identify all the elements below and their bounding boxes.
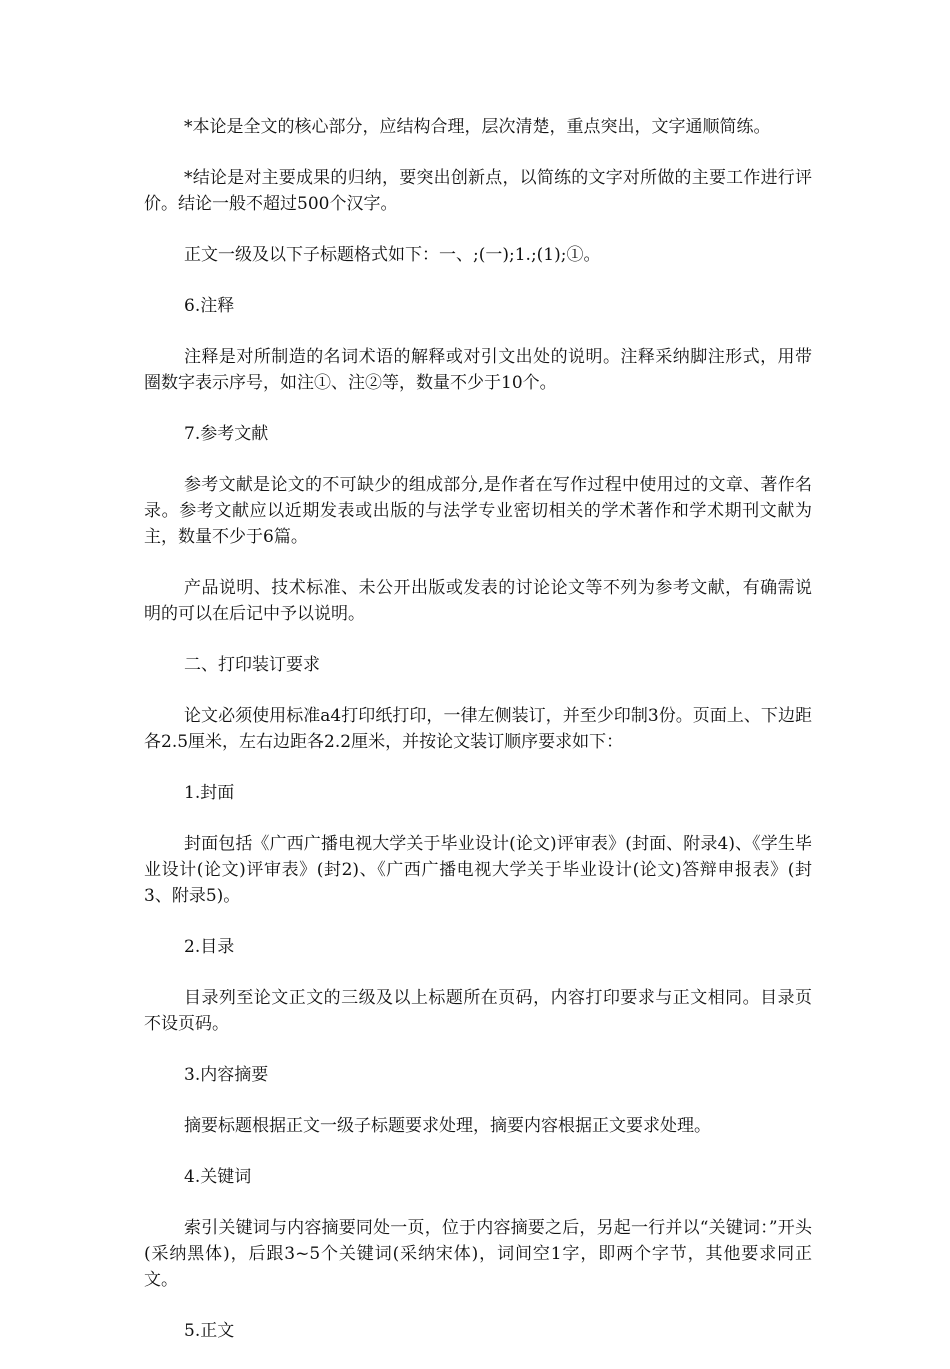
paragraph-notes: 注释是对所制造的名词术语的解释或对引文出处的说明。注释采纳脚注形式，用带圈数字表示序号，如注①、注②等，数量不少于10个。 (144, 347, 812, 393)
paragraph-toc: 目录列至论文正文的三级及以上标题所在页码，内容打印要求与正文相同。目录页不设页码。 (144, 988, 812, 1034)
paragraph-cover: 封面包括《广西广播电视大学关于毕业设计(论文)评审表》(封面、附录4)、《学生毕业设计(论文)评审表》(封2)、《广西广播电视大学关于毕业设计(论文)答辩申报表》(封3、附录5)。 (144, 834, 812, 906)
heading-main-text: 5.正文 (184, 1321, 235, 1341)
paragraph-conclusion: *结论是对主要成果的归纳，要突出创新点，以简练的文字对所做的主要工作进行评价。结论一般不超过500个汉字。 (144, 168, 812, 214)
paragraph-keywords: 索引关键词与内容摘要同处一页，位于内容摘要之后，另起一行并以“关键词：”开头(采纳黑体)，后跟3~5个关键词(采纳宋体)，词间空1字，即两个字节，其他要求同正文。 (144, 1218, 812, 1290)
heading-printing-binding: 二、打印装订要求 (184, 655, 320, 675)
paragraph-references: 参考文献是论文的不可缺少的组成部分,是作者在写作过程中使用过的文章、著作名录。参考文献应以近期发表或出版的与法学专业密切相关的学术著作和学术期刊文献为主，数量不少于6篇。 (144, 475, 812, 547)
heading-toc: 2.目录 (184, 937, 235, 957)
document-body (144, 114, 812, 1369)
heading-keywords: 4.关键词 (184, 1167, 252, 1187)
paragraph-main-body: *本论是全文的核心部分，应结构合理，层次清楚，重点突出，文字通顺简练。 (184, 117, 771, 137)
heading-cover: 1.封面 (184, 783, 235, 803)
paragraph-printing-binding: 论文必须使用标准a4打印纸打印，一律左侧装订，并至少印制3份。页面上、下边距各2.5厘米，左右边距各2.2厘米，并按论文装订顺序要求如下： (144, 706, 812, 752)
heading-abstract: 3.内容摘要 (184, 1065, 269, 1085)
paragraph-abstract: 摘要标题根据正文一级子标题要求处理，摘要内容根据正文要求处理。 (184, 1116, 711, 1136)
heading-notes: 6.注释 (184, 296, 235, 316)
heading-references: 7.参考文献 (184, 424, 269, 444)
paragraph-references-exclusions: 产品说明、技术标准、未公开出版或发表的讨论论文等不列为参考文献，有确需说明的可以在后记中予以说明。 (144, 578, 812, 624)
paragraph-subheading-format: 正文一级及以下子标题格式如下：一、;(一);1.;(1);①。 (184, 245, 601, 265)
